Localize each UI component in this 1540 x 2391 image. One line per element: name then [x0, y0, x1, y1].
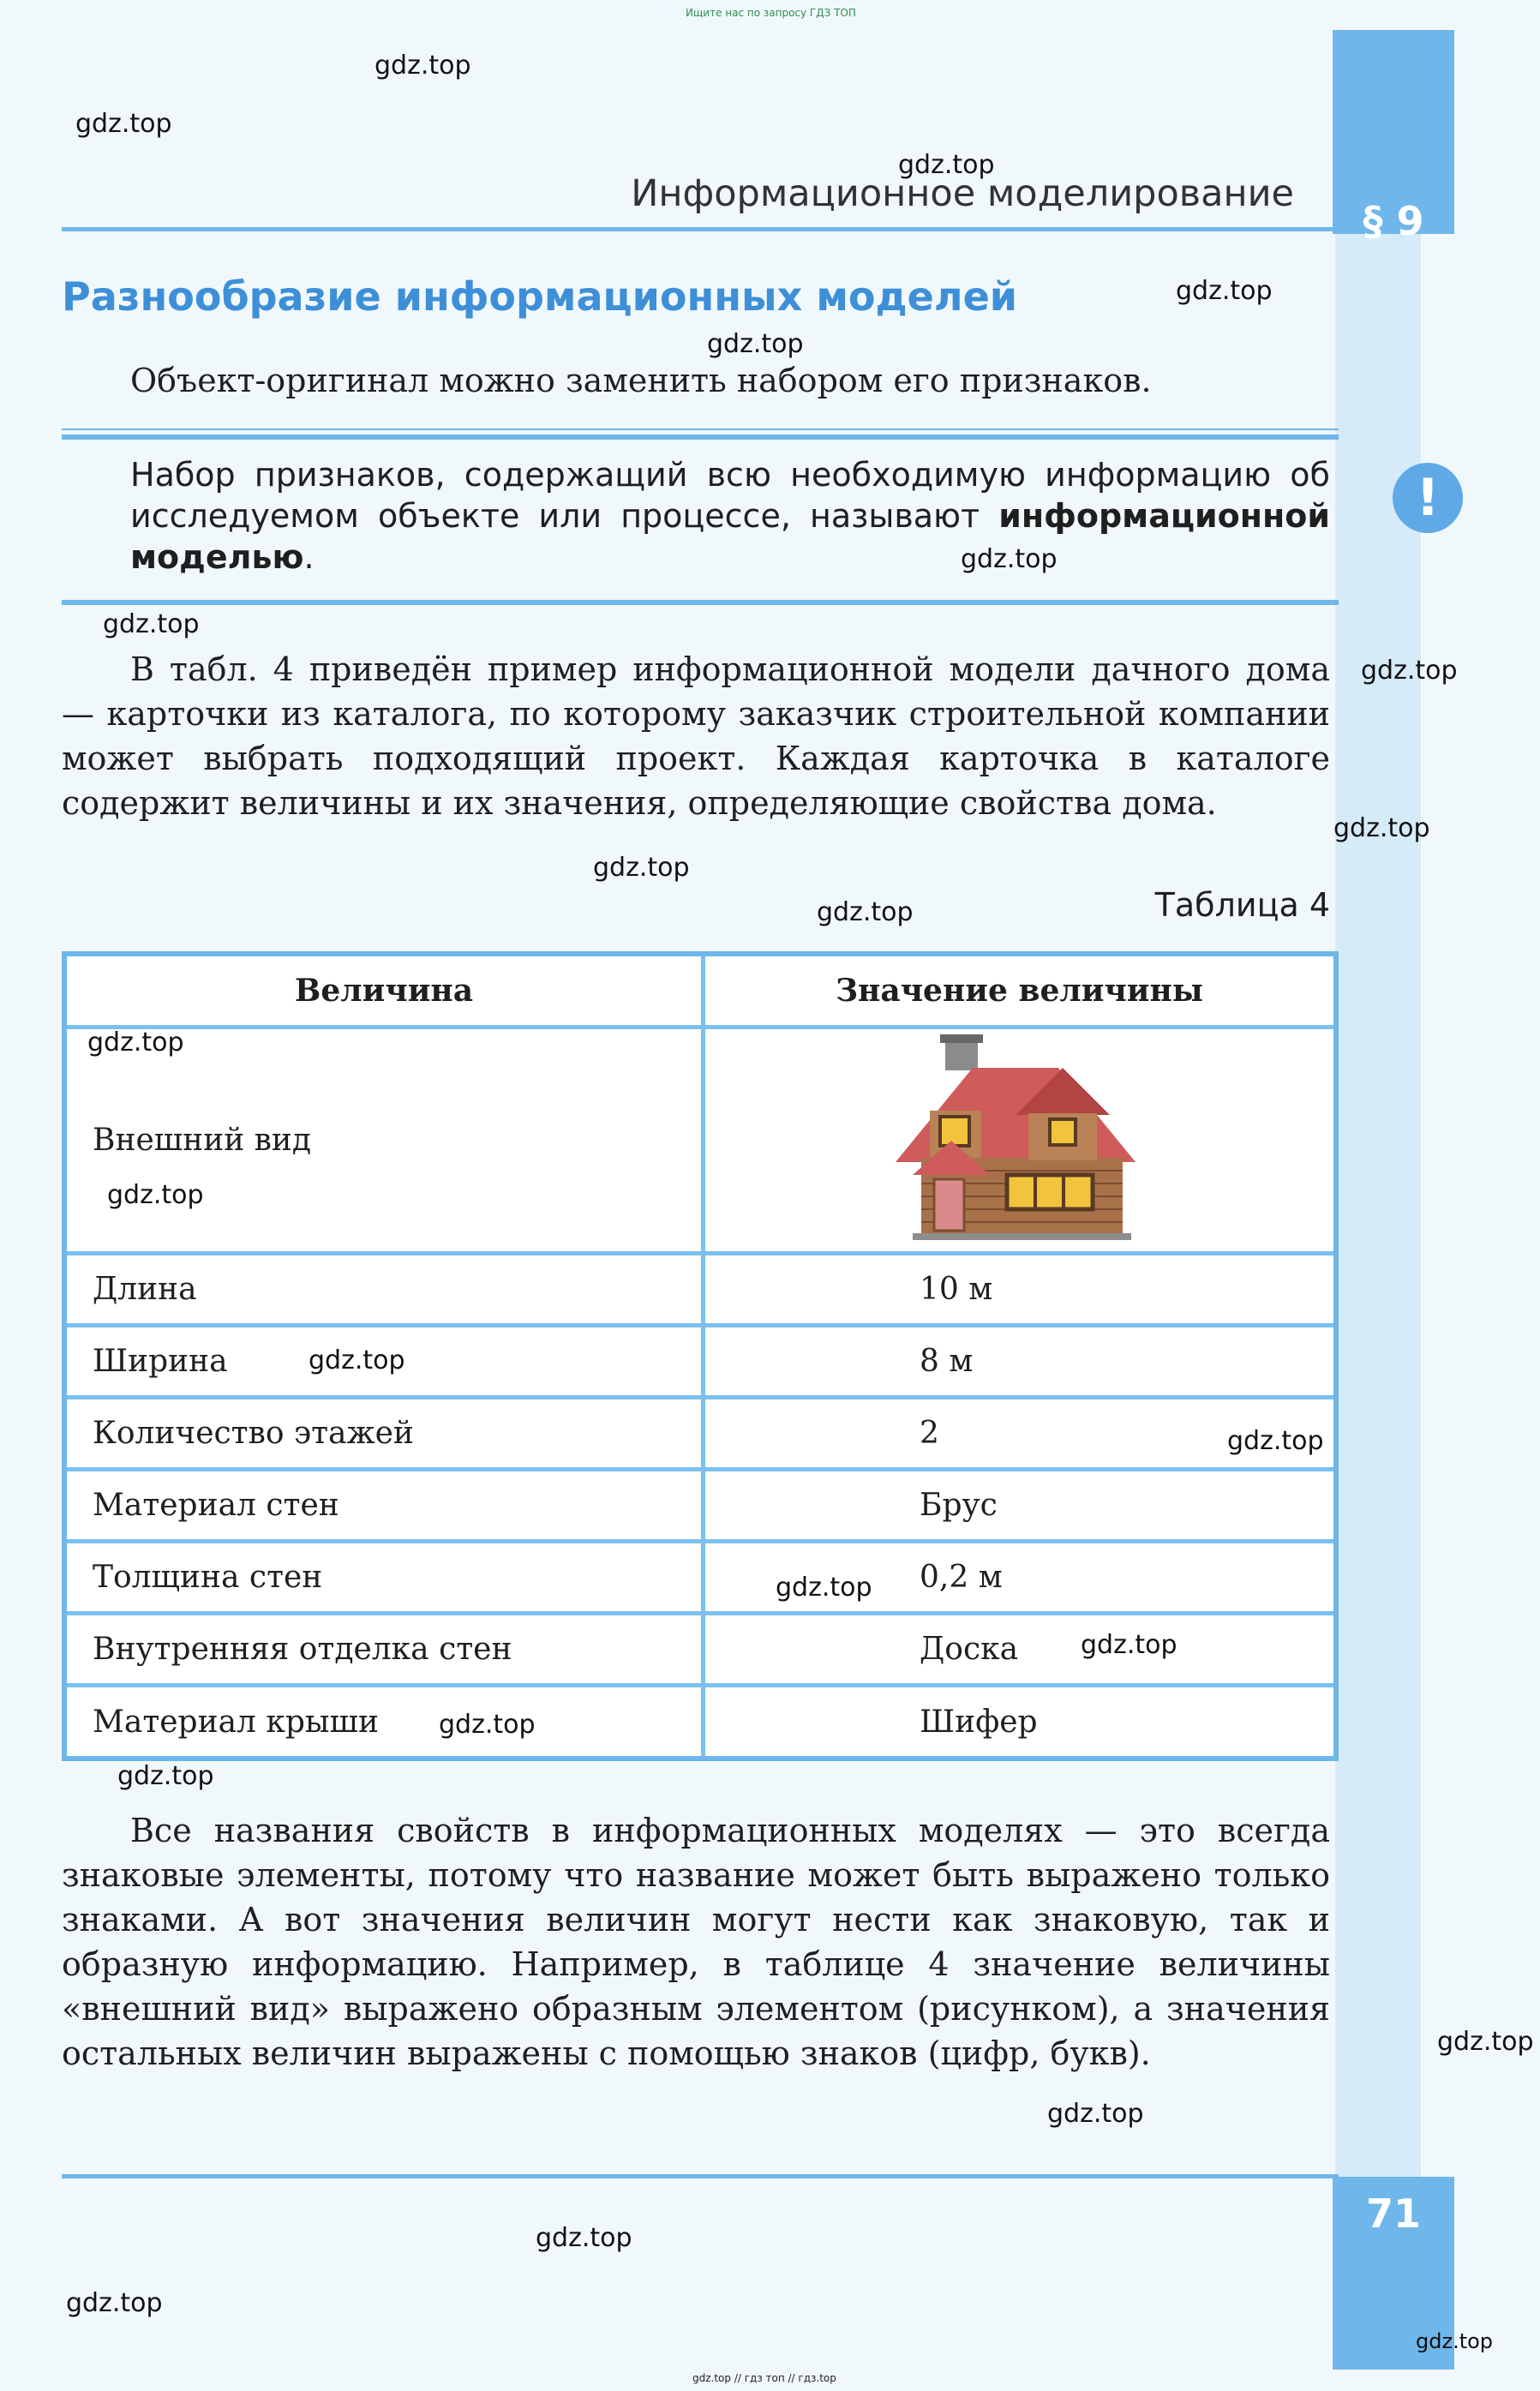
cell-value: Доска: [704, 1614, 1337, 1686]
table-row: [64, 1686, 1336, 1759]
section-number: § 9: [1363, 198, 1424, 244]
section-title: Разнообразие информационных моделей: [62, 273, 1018, 320]
watermark: gdz.top: [1047, 2099, 1144, 2129]
door: [934, 1179, 964, 1231]
page-header-title: Информационное моделирование: [631, 172, 1294, 215]
intro-rule: [62, 428, 1339, 430]
watermark: gdz.top: [1333, 813, 1430, 843]
column-header-value: Значение величины: [704, 954, 1337, 1028]
footer-rule: [62, 2174, 1339, 2178]
house-illustration: [887, 1029, 1153, 1243]
cell-value: Брус: [704, 1470, 1337, 1542]
cell-value: [704, 1028, 1337, 1254]
watermark: gdz.top: [439, 1710, 536, 1740]
watermark: gdz.top: [75, 109, 172, 139]
cell-value: Шифер: [704, 1686, 1337, 1759]
definition-rule-bottom: [62, 600, 1339, 605]
paragraph-1: В табл. 4 приведён пример информационной модели дачного дома — карточки из каталога, по которому заказчик строительной компании может выбрать подходящий проект. Каждая карточка в каталоге содержит величины и их значения, определяющие свойства дома.: [62, 650, 1330, 822]
watermark: gdz.top: [1437, 2027, 1534, 2057]
watermark: gdz.top: [536, 2223, 632, 2253]
upper-window: [940, 1117, 969, 1146]
watermark: gdz.top: [593, 853, 690, 883]
watermark: gdz.top: [87, 1028, 184, 1058]
definition-end: .: [303, 538, 315, 576]
watermark: gdz.top: [117, 1761, 214, 1791]
table-caption: Таблица 4: [1154, 886, 1330, 924]
header-rule: [62, 227, 1339, 231]
watermark: gdz.top: [961, 544, 1058, 574]
watermark: gdz.top: [1361, 656, 1458, 686]
cell-name: Материал стен: [64, 1470, 704, 1542]
table-row: [64, 1254, 1336, 1326]
table-row: [64, 1326, 1336, 1398]
foundation: [913, 1233, 1131, 1240]
watermark: gdz.top: [107, 1180, 204, 1210]
watermark: gdz.top: [707, 329, 804, 359]
watermark: gdz.top: [817, 897, 914, 927]
table-row: [64, 1470, 1336, 1542]
definition-text: Набор признаков, содержащий всю необходимую информацию об исследуемом объекте или процессе, называют: [130, 456, 1330, 535]
column-header-name: Величина: [64, 954, 704, 1028]
bottom-note: gdz.top // гдз топ // гдз.top: [692, 2372, 836, 2384]
cell-name: Длина: [64, 1254, 704, 1326]
cell-name: Количество этажей: [64, 1398, 704, 1470]
watermark: gdz.top: [375, 51, 471, 81]
cell-name: Внутренняя отделка стен: [64, 1614, 704, 1686]
watermark: gdz.top: [776, 1573, 872, 1603]
cell-value: 10 м: [704, 1254, 1337, 1326]
chimney-cap: [940, 1034, 983, 1043]
definition-rule-top: [62, 434, 1339, 440]
cell-name: Толщина стен: [64, 1542, 704, 1614]
table-row: [64, 1542, 1336, 1614]
watermark: gdz.top: [1081, 1630, 1177, 1660]
exclamation-icon: !: [1393, 463, 1463, 533]
watermark: gdz.top: [1176, 276, 1273, 306]
definition-term: информационной моделью: [130, 497, 1330, 576]
margin-band: [1335, 30, 1421, 2361]
cell-name: Ширина: [64, 1326, 704, 1398]
front-window: [1007, 1175, 1093, 1209]
table-row: [64, 1398, 1336, 1470]
watermark: gdz.top: [309, 1345, 405, 1375]
section-tab: [1333, 30, 1454, 244]
paragraph-2: Все названия свойств в информационных моделях — это всегда знаковые элементы, потому что название может быть выражено только знаками. А вот значения величин могут нести как знаковую, так и образную информацию. Например, в таблице 4 значение величины «внешний вид» выражено образным элементом (рисунком), а значения остальных величин выражены с помощью знаков (цифр, букв).: [62, 1812, 1330, 2072]
cell-name: Внешний вид: [64, 1028, 704, 1254]
intro-text: Объект-оригинал можно заменить набором его признаков.: [130, 362, 1152, 399]
watermark: gdz.top: [1227, 1426, 1324, 1456]
watermark: gdz.top: [1416, 2329, 1494, 2353]
cell-value: 8 м: [704, 1326, 1337, 1398]
watermark: gdz.top: [66, 2288, 163, 2318]
cell-value: 0,2 м: [704, 1542, 1337, 1614]
top-note: Ищите нас по запросу ГДЗ ТОП: [686, 7, 856, 19]
table-header-row: [64, 954, 1336, 1028]
watermark: gdz.top: [898, 150, 995, 180]
definition-box: [130, 454, 1330, 578]
cell-name: Материал крыши: [64, 1686, 704, 1759]
cell-value: 2: [704, 1398, 1337, 1470]
dormer-window: [1050, 1119, 1076, 1145]
page-number: 71: [1365, 2190, 1421, 2237]
watermark: gdz.top: [103, 609, 200, 639]
table-row: [64, 1028, 1336, 1254]
